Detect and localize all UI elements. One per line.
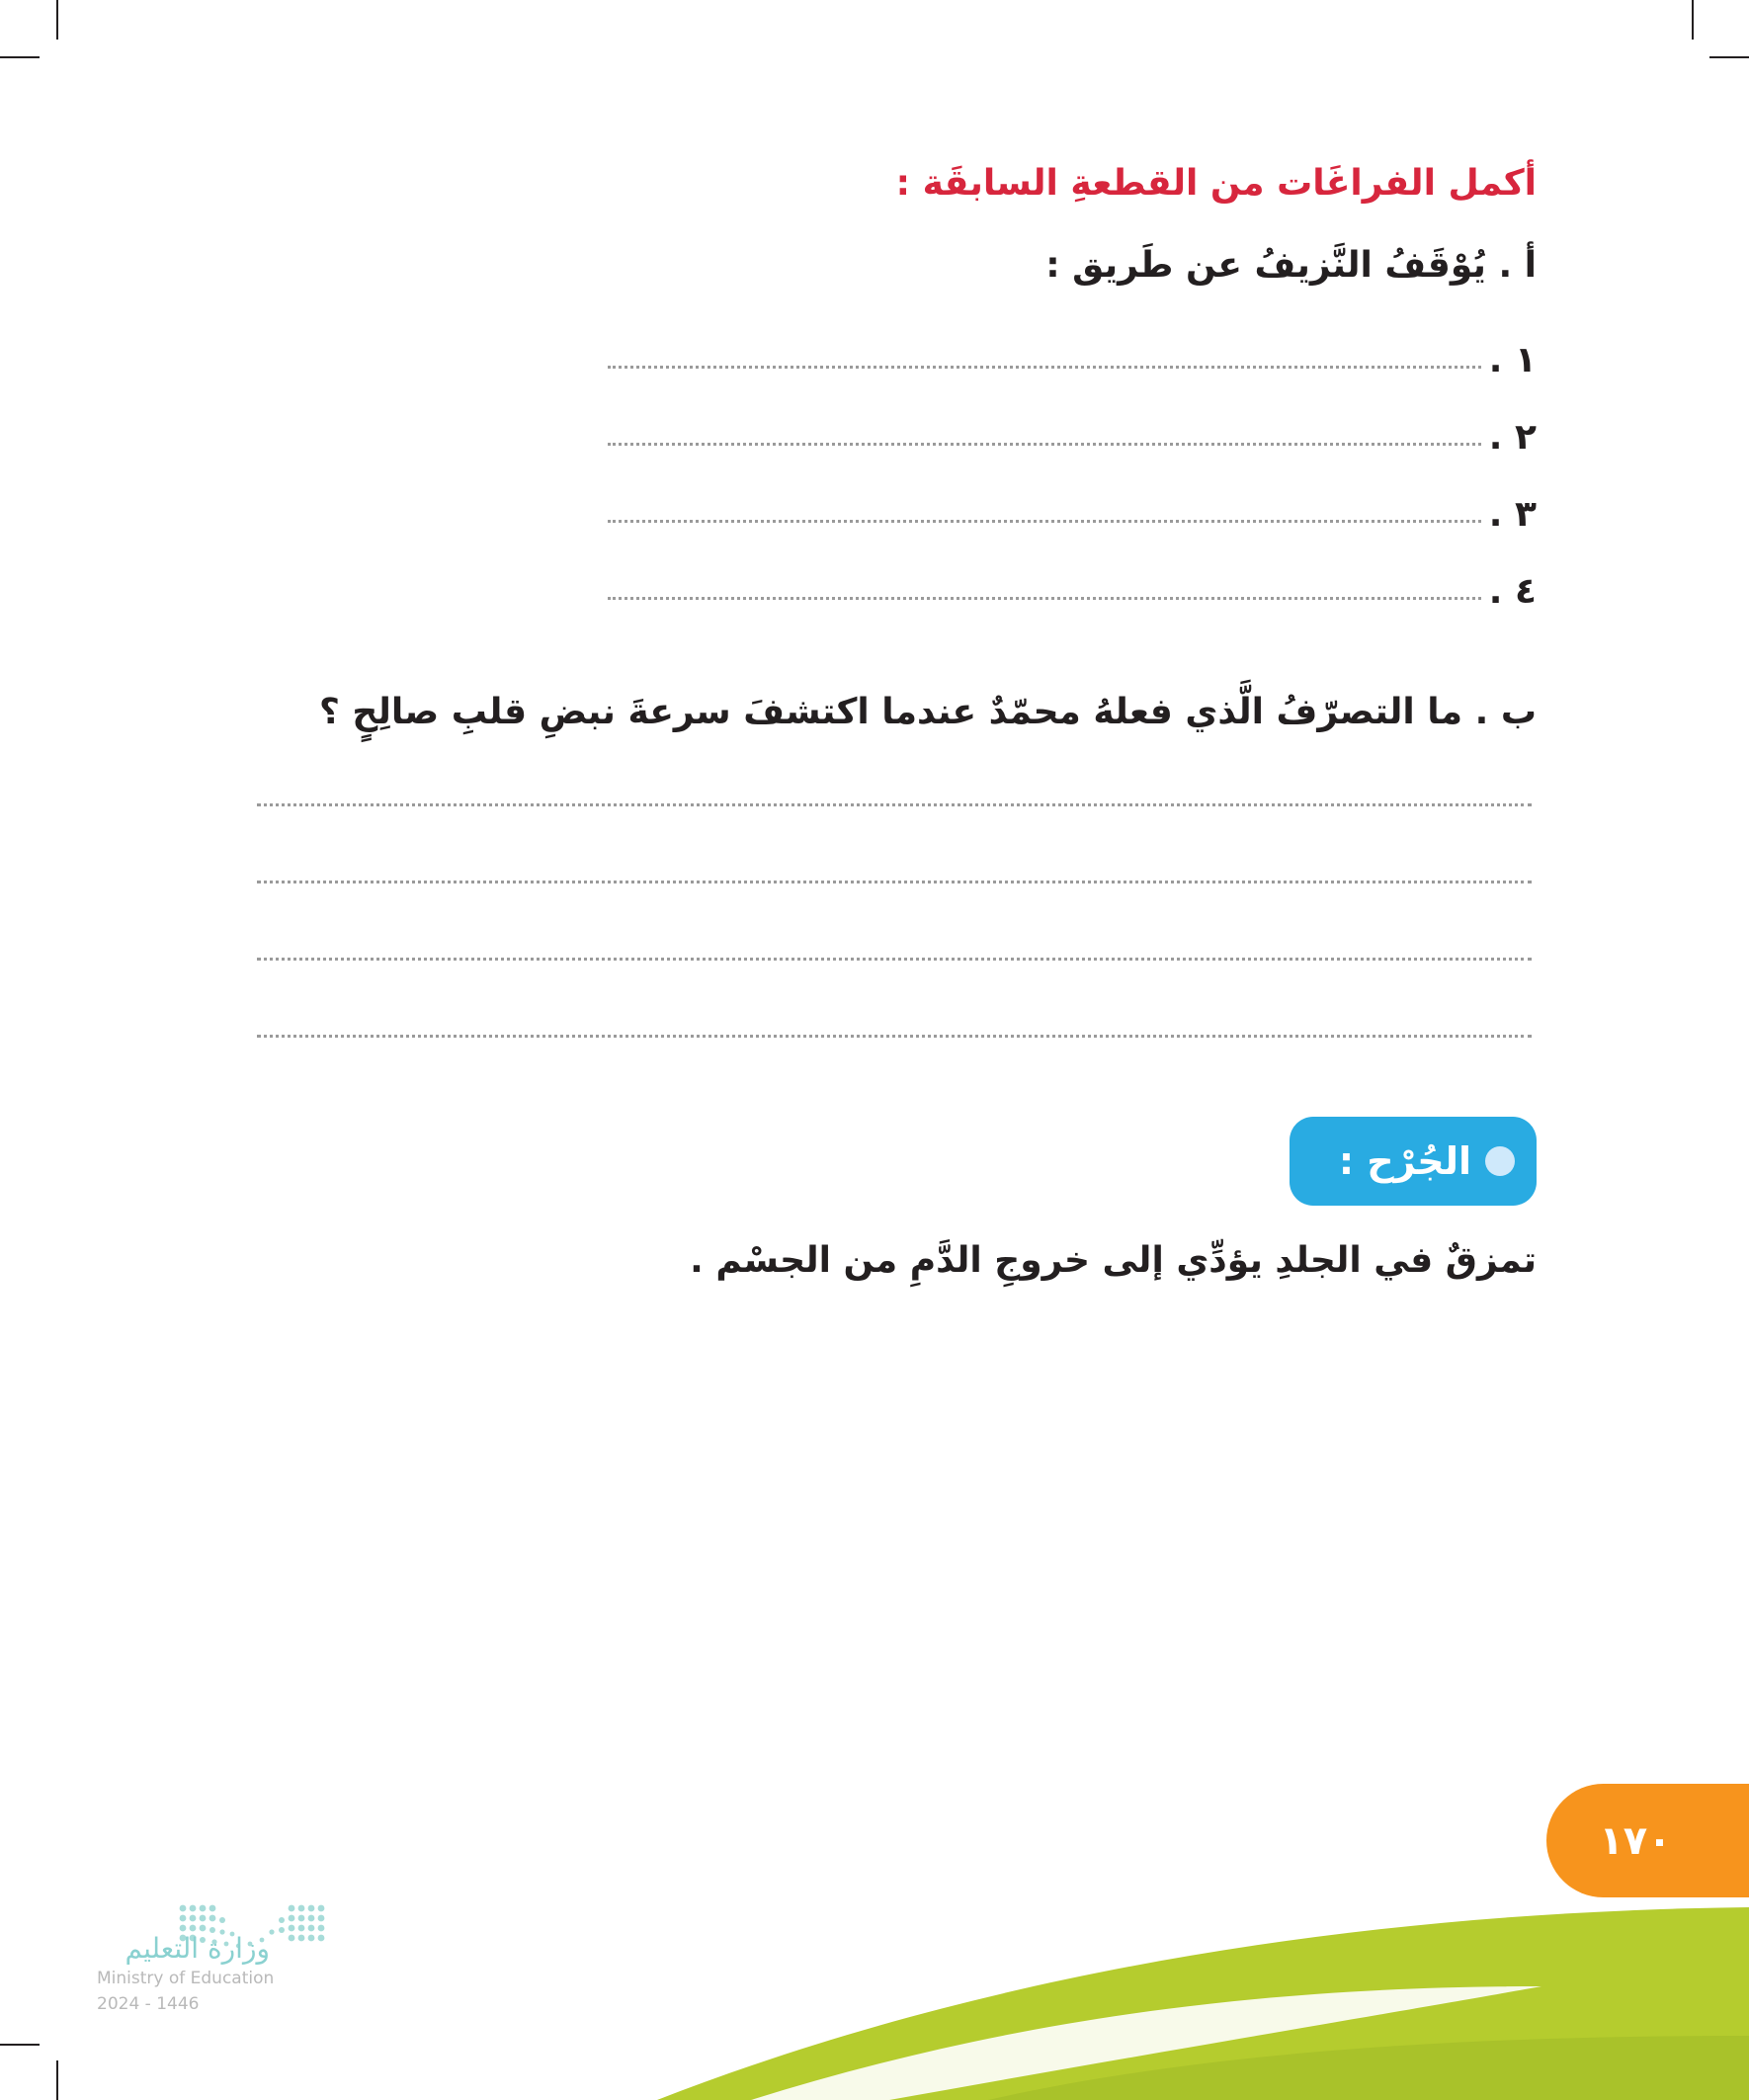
page-number: ١٧٠	[1599, 1817, 1672, 1864]
item-number: ٣ .	[1488, 494, 1537, 535]
edition-year: 2024 - 1446	[97, 1994, 200, 2014]
ministry-name-arabic: وزارة التعليم	[125, 1932, 270, 1965]
exercise-title: أكمل الفراغَات من القطعةِ السابقَة :	[895, 163, 1537, 204]
page-number-tab	[1546, 1784, 1749, 1897]
item-number: ١ .	[1488, 340, 1537, 380]
term-label: الجُرْح :	[1338, 1139, 1471, 1183]
item-number: ٤ .	[1488, 571, 1537, 612]
item-number: ٢ .	[1488, 417, 1537, 458]
question-b: ب . ما التصرّفُ الَّذي فعلهُ محمّدٌ عندما اكتشفَ سرعةَ نبضِ قلبِ صالِحٍ ؟	[319, 692, 1537, 732]
ministry-name-english: Ministry of Education	[97, 1969, 275, 1988]
term-definition: تمزقٌ في الجلدِ يؤدِّي إلى خروجِ الدَّمِ من الجسْم .	[690, 1240, 1537, 1281]
question-a: أ . يُوْقَفُ النَّزيفُ عن طَريق :	[1045, 245, 1537, 286]
